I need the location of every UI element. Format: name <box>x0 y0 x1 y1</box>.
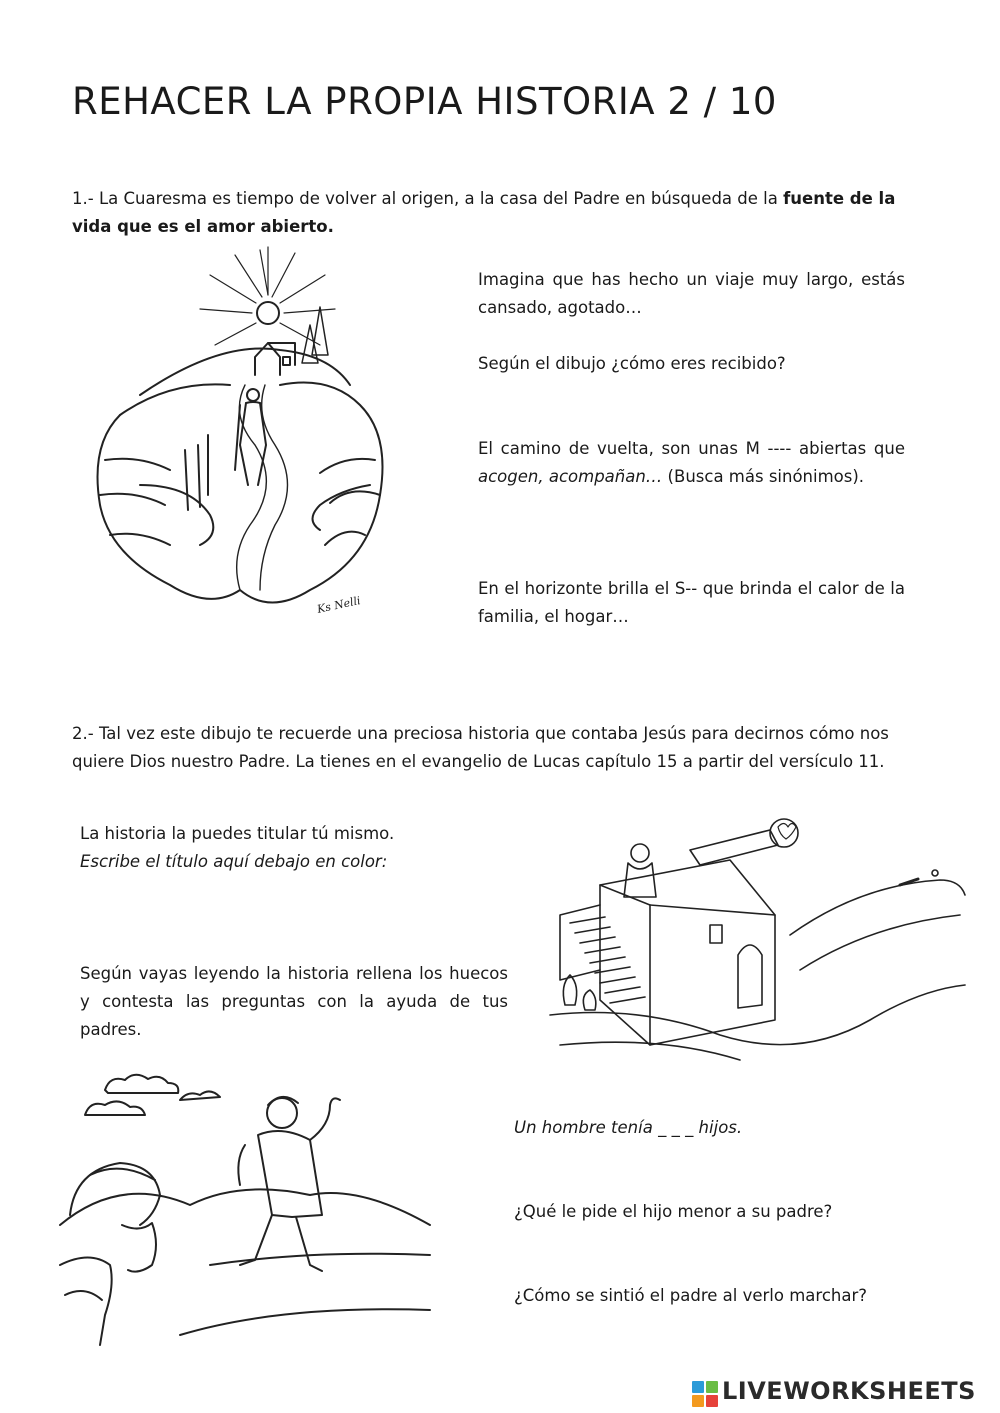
section1-intro-bold: fuente de la vida que es el amor abierto <box>72 189 896 236</box>
section2-fill-instructions: Según vayas leyendo la historia rellena los huecos y contesta las preguntas con la ayuda de tus padres. <box>80 964 508 1039</box>
hands-signature: Ks Nelli <box>315 594 362 616</box>
hands-illustration <box>80 245 400 635</box>
section1-intro <box>72 185 920 241</box>
section1-intro-end: . <box>327 217 334 236</box>
section2-title-prompt-text: La historia la puedes titular tú mismo. <box>80 824 395 843</box>
section1-intro-text: 1.- La Cuaresma es tiempo de volver al origen, a la casa del Padre en búsqueda de la <box>72 189 784 208</box>
liveworksheets-logo-text: LIVEWORKSHEETS <box>722 1377 976 1405</box>
section1-p2: Según el dibujo ¿cómo eres recibido? <box>478 354 786 373</box>
section1-p4: En el horizonte brilla el S-- que brinda el calor de la familia, el hogar… <box>478 579 905 626</box>
question-3: ¿Cómo se sintió el padre al verlo marchar? <box>514 1286 868 1305</box>
section2-title-prompt <box>80 820 508 876</box>
section1-p3-text-a: El camino de vuelta, son unas M ---- abiertas que <box>478 439 905 458</box>
section1-p3-text-b: (Busca más sinónimos). <box>662 467 865 486</box>
section2-intro: 2.- Tal vez este dibujo te recuerde una preciosa historia que contaba Jesús para decirnos cómo nos quiere Dios nuestro Padre. La tienes en el evangelio de Lucas capítulo 15 a partir del versículo 11. <box>72 724 889 771</box>
question-1: Un hombre tenía _ _ _ hijos. <box>514 1118 743 1137</box>
liveworksheets-logo-icon <box>692 1381 720 1407</box>
section1-p3-italic: acogen, acompañan… <box>478 467 663 486</box>
liveworksheets-logo <box>692 1377 992 1409</box>
page-title: REHACER LA PROPIA HISTORIA 2 / 10 <box>72 80 777 123</box>
travellers-illustration <box>60 1065 430 1345</box>
house-illustration <box>540 805 970 1067</box>
section1-p1: Imagina que has hecho un viaje muy largo, estás cansado, agotado… <box>478 270 905 317</box>
section2-title-prompt-italic: Escribe el título aquí debajo en color: <box>80 852 388 871</box>
section1-p3 <box>478 435 905 491</box>
question-2: ¿Qué le pide el hijo menor a su padre? <box>514 1202 833 1221</box>
